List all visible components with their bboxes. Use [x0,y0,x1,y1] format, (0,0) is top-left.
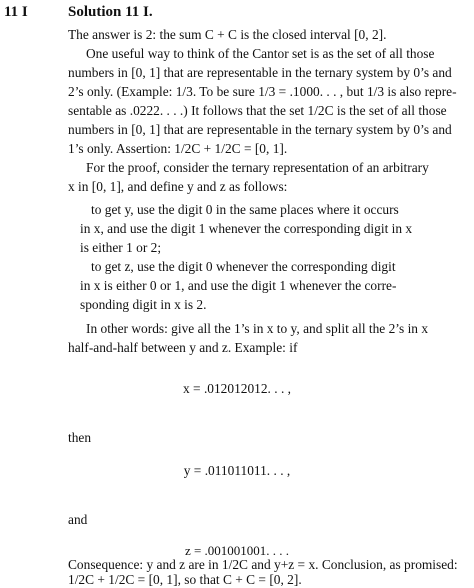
text-line-5: sentable as .0222. . . .) It follows that the set 1/2C is the set of all those [68,103,447,118]
equation-x: x = .012012012. . . , [183,381,291,396]
text-line-4: 2’s only. (Example: 1/3. To be sure 1/3 = .1000. . . , but 1/3 is also repre- [68,84,457,99]
rule-z-line-1: to get z, use the digit 0 whenever the corresponding digit [91,259,396,274]
text-line-8: For the proof, consider the ternary representation of an arbitrary [86,160,429,175]
consequence-line-1: Consequence: y and z are in 1/2C and y+z = x. Conclusion, as promised: [68,557,458,572]
consequence-line-2: 1/2C + 1/2C = [0, 1], so that C + C = [0, 2]. [68,572,302,587]
text-line-10: In other words: give all the 1’s in x to y, and split all the 2’s in x [86,321,429,336]
equation-y: y = .011011011. . . , [183,463,291,478]
word-and: and [68,512,88,527]
text-line-9: x in [0, 1], and define y and z as follows: [68,179,288,194]
text-line-6: numbers in [0, 1] that are representable in the ternary system by 0’s and [68,122,452,137]
text-line-11: half-and-half between y and z. Example: if [68,340,298,355]
equation-z: z = .001001001. . . . [184,543,290,558]
text-line-2: One useful way to think of the Cantor set is as the set of all those [86,46,435,61]
text-line-7: 1’s only. Assertion: 1/2C + 1/2C = [0, 1]. [68,141,288,156]
text-line-3: numbers in [0, 1] that are representable in the ternary system by 0’s and [68,65,452,80]
rule-y-line-1: to get y, use the digit 0 in the same places where it occurs [91,202,399,217]
rule-z-line-3: sponding digit in x is 2. [80,297,207,312]
text-line-1: The answer is 2: the sum C + C is the closed interval [0, 2]. [68,27,387,42]
solution-title: Solution 11 I. [68,4,153,20]
word-then: then [68,430,92,445]
rule-y-line-3: is either 1 or 2; [80,240,162,255]
section-number: 11 I [4,4,28,20]
rule-z-line-2: in x is either 0 or 1, and use the digit 1 whenever the corre- [80,278,397,293]
rule-y-line-2: in x, and use the digit 1 whenever the corresponding digit in x [80,221,413,236]
